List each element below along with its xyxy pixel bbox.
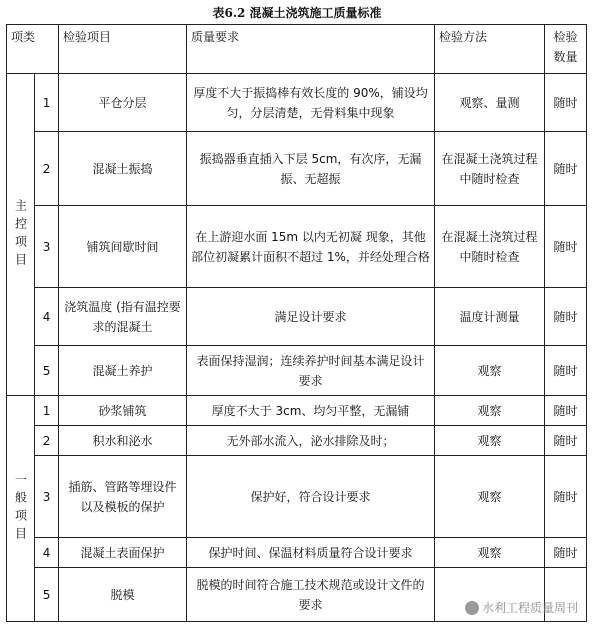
row-method: 观察 xyxy=(435,396,545,426)
row-method: 观察 xyxy=(435,538,545,568)
table-row xyxy=(7,74,587,132)
row-item: 插筋、管路等埋设件以及模板的保护 xyxy=(59,456,187,538)
row-item: 混凝土表面保护 xyxy=(59,538,187,568)
row-requirement: 厚度不大于 3cm、均匀平整，无漏铺 xyxy=(187,396,435,426)
table-caption: 表6.2 混凝土浇筑施工质量标准 xyxy=(212,6,382,20)
watermark xyxy=(465,599,578,616)
row-number: 1 xyxy=(35,74,59,132)
header-quantity: 检验数量 xyxy=(545,25,587,74)
table-row xyxy=(7,456,587,538)
row-number: 4 xyxy=(35,288,59,346)
row-number: 1 xyxy=(35,396,59,426)
row-item: 平仓分层 xyxy=(59,74,187,132)
row-quantity: 随时 xyxy=(545,346,587,396)
row-item: 浇筑温度 (指有温控要求的混凝土 xyxy=(59,288,187,346)
row-item: 混凝土养护 xyxy=(59,346,187,396)
table-row xyxy=(7,132,587,206)
row-quantity: 随时 xyxy=(545,288,587,346)
table-row xyxy=(7,346,587,396)
table-row xyxy=(7,206,587,288)
row-item: 脱模 xyxy=(59,568,187,622)
row-number: 3 xyxy=(35,456,59,538)
header-requirement: 质量要求 xyxy=(187,25,435,74)
header-category: 项类 xyxy=(7,25,59,74)
group-label-main: 主控项目 xyxy=(7,74,35,396)
row-quantity: 随时 xyxy=(545,74,587,132)
row-item: 砂浆铺筑 xyxy=(59,396,187,426)
quality-standard-table xyxy=(6,24,587,622)
row-requirement: 在上游迎水面 15m 以内无初凝 现象，其他部位初凝累计面积不超过 1%，并经处理合格 xyxy=(187,206,435,288)
table-row xyxy=(7,538,587,568)
wechat-logo-icon xyxy=(465,601,479,615)
row-requirement: 无外部水流入，泌水排除及时； xyxy=(187,426,435,456)
table-row xyxy=(7,396,587,426)
header-item: 检验项目 xyxy=(59,25,187,74)
row-requirement: 保护好，符合设计要求 xyxy=(187,456,435,538)
row-number: 5 xyxy=(35,568,59,622)
row-method: 在混凝土浇筑过程中随时检查 xyxy=(435,206,545,288)
table-row xyxy=(7,288,587,346)
header-method: 检验方法 xyxy=(435,25,545,74)
table-row xyxy=(7,426,587,456)
row-method: 观察 xyxy=(435,346,545,396)
row-method: 观察 xyxy=(435,456,545,538)
row-number: 5 xyxy=(35,346,59,396)
row-requirement: 脱模的时间符合施工技术规范或设计文件的要求 xyxy=(187,568,435,622)
row-requirement: 厚度不大于振捣棒有效长度的 90%，铺设均匀，分层清楚，无骨料集中现象 xyxy=(187,74,435,132)
row-number: 2 xyxy=(35,132,59,206)
row-item: 积水和泌水 xyxy=(59,426,187,456)
row-requirement: 振捣器垂直插入下层 5cm，有次序，无漏振、无超振 xyxy=(187,132,435,206)
row-number: 4 xyxy=(35,538,59,568)
row-quantity: 随时 xyxy=(545,132,587,206)
row-quantity: 随时 xyxy=(545,538,587,568)
row-method: 观察 xyxy=(435,426,545,456)
row-requirement: 保护时间、保温材料质量符合设计要求 xyxy=(187,538,435,568)
row-quantity: 随时 xyxy=(545,396,587,426)
row-method: 观察、量测 xyxy=(435,74,545,132)
row-requirement: 表面保持湿润；连续养护时间基本满足设计要求 xyxy=(187,346,435,396)
row-quantity: 随时 xyxy=(545,426,587,456)
row-quantity: 随时 xyxy=(545,206,587,288)
row-method: 在混凝土浇筑过程中随时检查 xyxy=(435,132,545,206)
row-number: 2 xyxy=(35,426,59,456)
row-quantity: 随时 xyxy=(545,456,587,538)
row-item: 铺筑间歇时间 xyxy=(59,206,187,288)
row-requirement: 满足设计要求 xyxy=(187,288,435,346)
row-number: 3 xyxy=(35,206,59,288)
row-method: 温度计测量 xyxy=(435,288,545,346)
watermark-text: 水利工程质量周刊 xyxy=(481,601,578,615)
header-row xyxy=(7,25,587,74)
group-label-general: 一般项目 xyxy=(7,396,35,622)
row-item: 混凝土振捣 xyxy=(59,132,187,206)
